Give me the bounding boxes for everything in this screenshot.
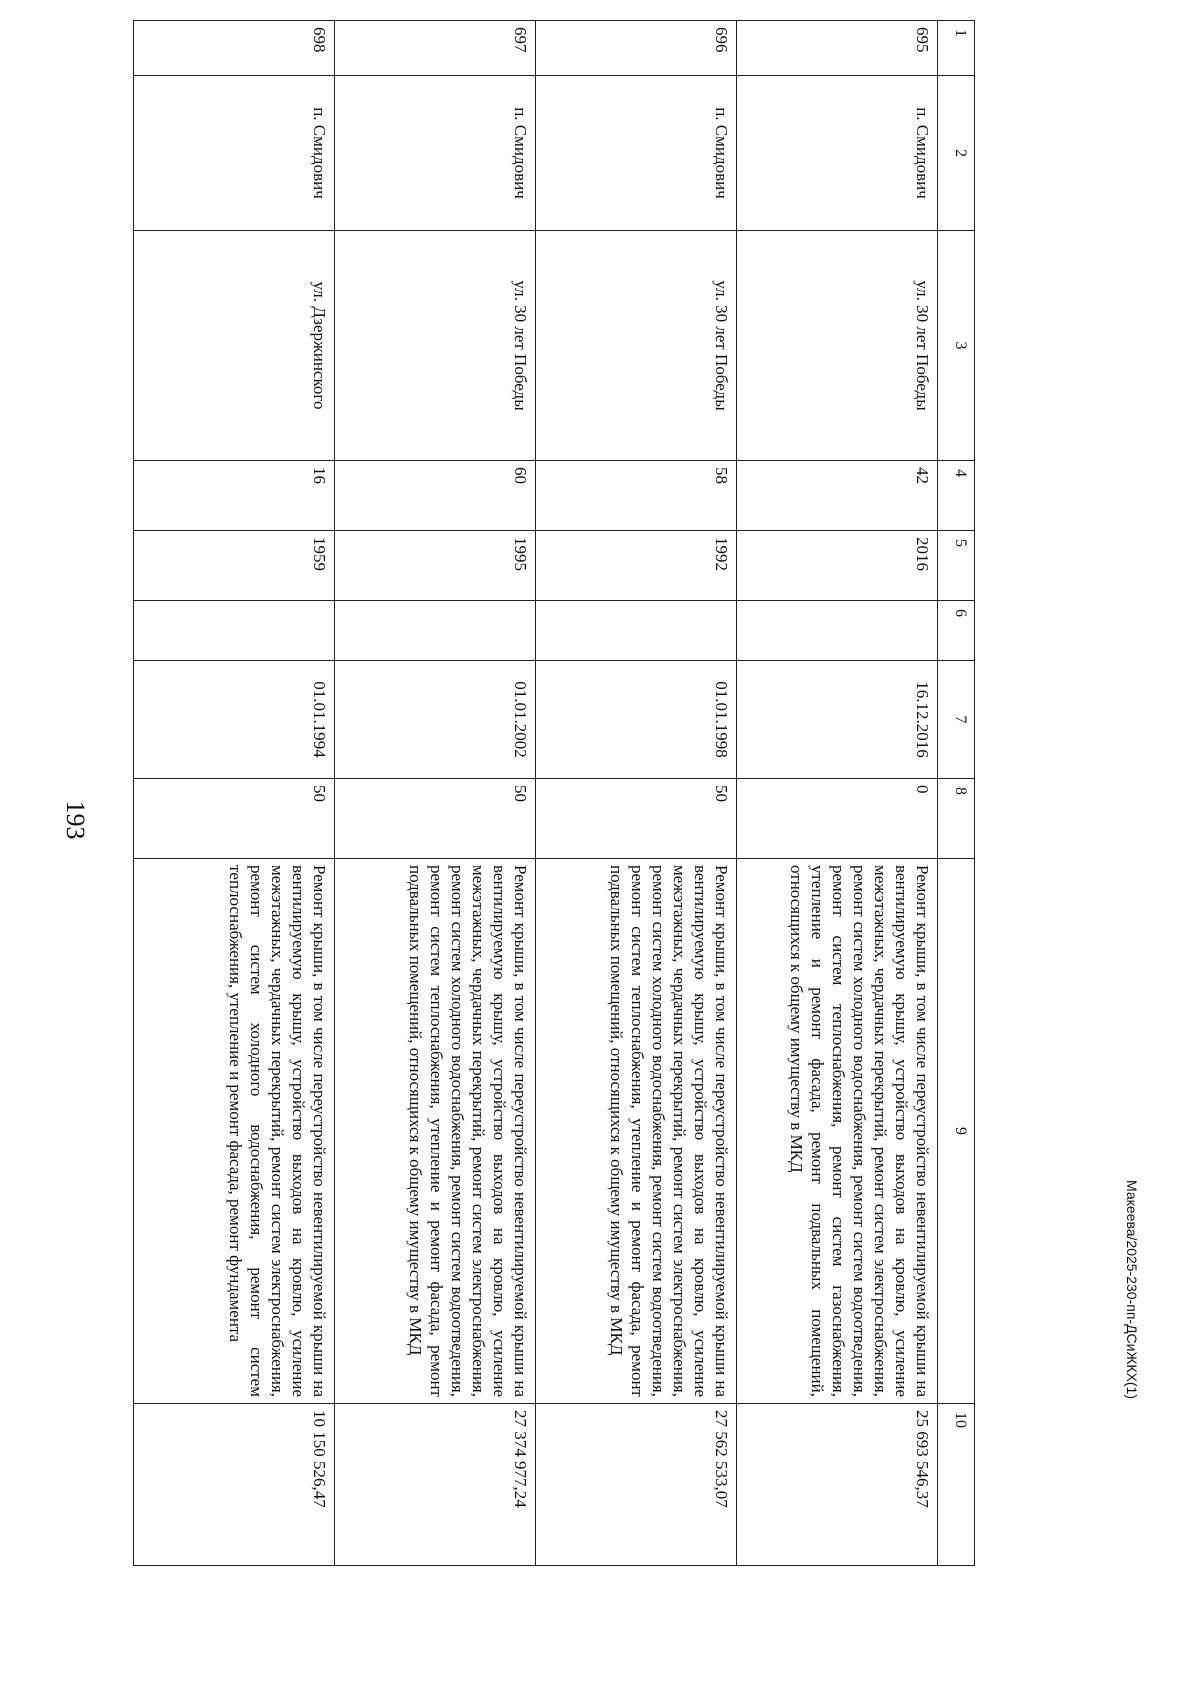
column-number: 10 bbox=[938, 1404, 975, 1566]
column-number: 5 bbox=[938, 531, 975, 601]
wear-cell: 50 bbox=[134, 779, 335, 859]
column-number: 6 bbox=[938, 601, 975, 661]
row-number: 698 bbox=[134, 21, 335, 76]
date-cell: 01.01.1994 bbox=[134, 661, 335, 779]
column-number: 4 bbox=[938, 461, 975, 531]
table-row bbox=[134, 21, 335, 1566]
column-6-cell bbox=[536, 601, 737, 661]
street-cell: ул. 30 лет Победы bbox=[536, 231, 737, 461]
cost-cell: 27 562 533,07 bbox=[536, 1404, 737, 1566]
wear-cell: 50 bbox=[335, 779, 536, 859]
column-number: 3 bbox=[938, 231, 975, 461]
table-row bbox=[737, 21, 938, 1566]
row-number: 696 bbox=[536, 21, 737, 76]
works-description-cell: Ремонт крыши, в том числе переустройство невентилируемой крыши на вентилируемую крышу, устройство выходов на кровлю, усиление межэтажных, чердачных перекрытий, ремонт систем электроснабжения, ремонт систем холодного водоснабжения, ремонт систем теплоснабжения, утепление и ремонт фасада, ремонт фундамента bbox=[134, 859, 335, 1404]
house-number-cell: 16 bbox=[134, 461, 335, 531]
house-number-cell: 58 bbox=[536, 461, 737, 531]
settlement-cell: п. Смидович bbox=[536, 76, 737, 231]
street-cell: ул. 30 лет Победы bbox=[335, 231, 536, 461]
street-cell: ул. Дзержинского bbox=[134, 231, 335, 461]
column-number: 2 bbox=[938, 76, 975, 231]
column-number: 1 bbox=[938, 21, 975, 76]
date-cell: 01.01.1998 bbox=[536, 661, 737, 779]
year-cell: 1959 bbox=[134, 531, 335, 601]
table-row bbox=[536, 21, 737, 1566]
cost-cell: 27 374 977,24 bbox=[335, 1404, 536, 1566]
date-cell: 01.01.2002 bbox=[335, 661, 536, 779]
year-cell: 2016 bbox=[737, 531, 938, 601]
works-description-cell: Ремонт крыши, в том числе переустройство невентилируемой крыши на вентилируемую крышу, устройство выходов на кровлю, усиление межэтажных, чердачных перекрытий, ремонт систем электроснабжения, ремонт систем холодного водоснабжения, ремонт систем водоотведения, ремонт систем теплоснабжения, утепление и ремонт фасада, ремонт подвальных помещений, относящихся к общему имуществу в МКД bbox=[335, 859, 536, 1404]
page-number: 193 bbox=[61, 800, 90, 840]
table-row bbox=[335, 21, 536, 1566]
street-cell: ул. 30 лет Победы bbox=[737, 231, 938, 461]
column-6-cell bbox=[335, 601, 536, 661]
date-cell: 16.12.2016 bbox=[737, 661, 938, 779]
registry-table bbox=[133, 20, 975, 1566]
house-number-cell: 60 bbox=[335, 461, 536, 531]
cost-cell: 25 693 546,37 bbox=[737, 1404, 938, 1566]
cost-cell: 10 150 526,47 bbox=[134, 1404, 335, 1566]
document-footer: Макеева/2025-230-пп-ДСиЖКХ(1) bbox=[1124, 1180, 1140, 1400]
column-number: 9 bbox=[938, 859, 975, 1404]
settlement-cell: п. Смидович bbox=[737, 76, 938, 231]
column-6-cell bbox=[737, 601, 938, 661]
year-cell: 1992 bbox=[536, 531, 737, 601]
column-number: 8 bbox=[938, 779, 975, 859]
settlement-cell: п. Смидович bbox=[134, 76, 335, 231]
row-number: 695 bbox=[737, 21, 938, 76]
column-number-row bbox=[938, 21, 975, 1566]
year-cell: 1995 bbox=[335, 531, 536, 601]
row-number: 697 bbox=[335, 21, 536, 76]
settlement-cell: п. Смидович bbox=[335, 76, 536, 231]
wear-cell: 50 bbox=[536, 779, 737, 859]
column-6-cell bbox=[134, 601, 335, 661]
house-number-cell: 42 bbox=[737, 461, 938, 531]
works-description-cell: Ремонт крыши, в том числе переустройство невентилируемой крыши на вентилируемую крышу, устройство выходов на кровлю, усиление межэтажных, чердачных перекрытий, ремонт систем электроснабжения, ремонт систем холодного водоснабжения, ремонт систем водоотведения, ремонт систем теплоснабжения, утепление и ремонт фасада, ремонт подвальных помещений, относящихся к общему имуществу в МКД bbox=[536, 859, 737, 1404]
works-description-cell: Ремонт крыши, в том числе переустройство невентилируемой крыши на вентилируемую крышу, устройство выходов на кровлю, усиление межэтажных, чердачных перекрытий, ремонт систем электроснабжения, ремонт систем холодного водоснабжения, ремонт систем водоотведения, ремонт систем теплоснабжения, ремонт систем газоснабжения, утепление и ремонт фасада, ремонт подвальных помещений, относящихся к общему имуществу в МКД bbox=[737, 859, 938, 1404]
column-number: 7 bbox=[938, 661, 975, 779]
wear-cell: 0 bbox=[737, 779, 938, 859]
